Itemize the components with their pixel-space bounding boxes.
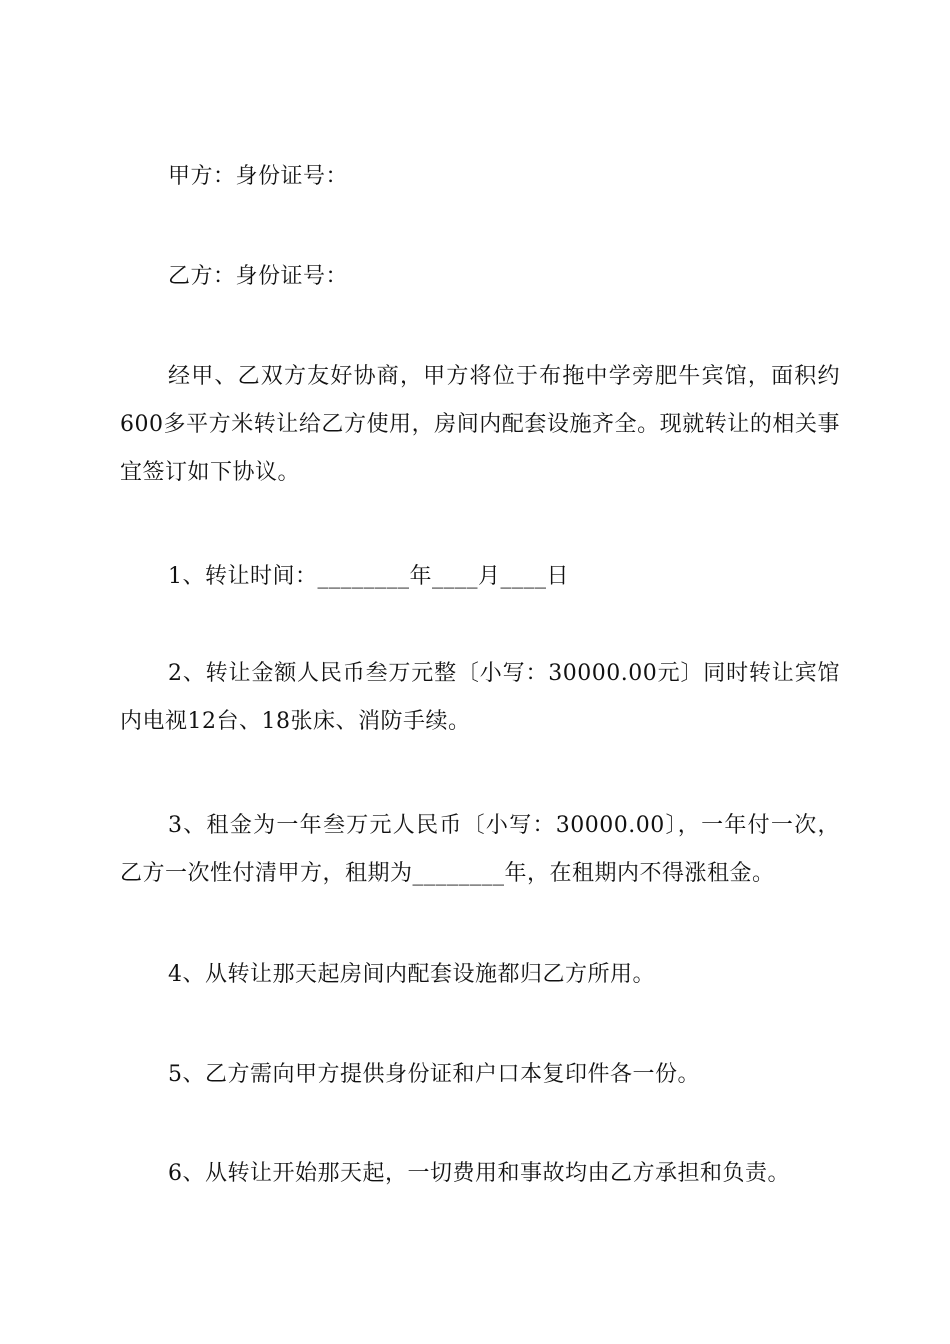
intro-paragraph: 经甲、乙双方友好协商，甲方将位于布拖中学旁肥牛宾馆，面积约600多平方米转让给乙方使用，房间内配套设施齐全。现就转让的相关事宜签订如下协议。 bbox=[120, 364, 840, 485]
clause-4: 4、从转让那天起房间内配套设施都归乙方所用。 bbox=[168, 962, 655, 987]
party-a-line: 甲方：身份证号： bbox=[168, 164, 349, 189]
clause-5: 5、乙方需向甲方提供身份证和户口本复印件各一份。 bbox=[168, 1062, 700, 1087]
clause-3: 3、租金为一年叁万元人民币〔小写：30000.00〕，一年付一次，乙方一次性付清甲方，租期为________年，在租期内不得涨租金。 bbox=[120, 813, 840, 886]
clause-2: 2、转让金额人民币叁万元整〔小写：30000.00元〕同时转让宾馆内电视12台、18张床、消防手续。 bbox=[120, 661, 840, 734]
clause-6: 6、从转让开始那天起，一切费用和事故均由乙方承担和负责。 bbox=[168, 1161, 790, 1186]
clause-1: 1、转让时间：________年____月____日 bbox=[168, 564, 569, 589]
party-b-line: 乙方：身份证号： bbox=[168, 264, 349, 289]
